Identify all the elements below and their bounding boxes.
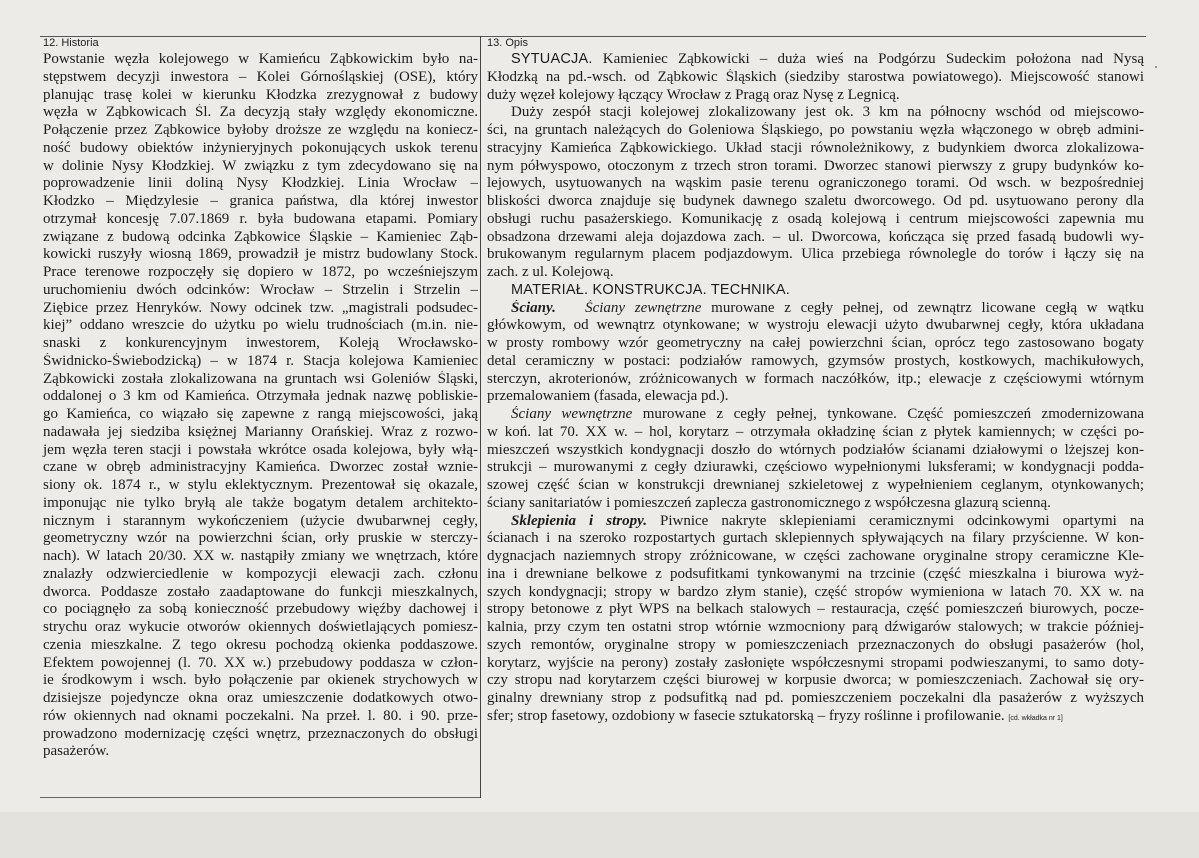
text-line: ina i drewniane belkowe z podsufitkami tynkowanymi na trzcinie (część mieszkalna i biurowa wyż- — [487, 565, 1144, 582]
text-line: ie środkowym i wsch. było połączenie par okienek strychowych w — [43, 672, 478, 689]
text-line: poprowadzenie linii doliną Nysy Kłodzkiej. Linia Wrocław – — [43, 175, 478, 192]
text-line: sfer; strop fasetowy, ozdobiony w fasecie sztukatorską – fryzy roślinne i profilowanie. [cd. wkładka nr 1] — [487, 707, 1063, 724]
text-line: w dolinie Nysy Kłodzkiej. W związku z tym zdecydowano się na — [43, 157, 478, 174]
sciany-zewnetrzne-label: Ściany zewnętrzne — [585, 299, 702, 316]
text-line: nadawała jej siedziba księżnej Marianny Orańskiej. Wraz z rozwo- — [43, 423, 478, 440]
section-opis — [485, 36, 1146, 728]
text-line: bliskości dworca znajduje się budynek dawnego szaletu dworcowego. Od pd. usytuowano perony dla — [487, 193, 1144, 209]
sytuacja-heading: SYTUACJA. — [511, 51, 593, 67]
sciany-wewnetrzne-label: Ściany wewnętrzne — [511, 406, 633, 422]
text-line: Ściany. Ściany zewnętrzne murowane z cegły pełnej, od zewnątrz licowane cegłą w wątku — [511, 299, 1144, 316]
text-line: obsługi ruchu pasażerskiego. Komunikację z osadą kolejową i centrum miejscowości zapewnia mu — [487, 210, 1144, 227]
text-line: Sklepienia i stropy. Piwnice nakryte sklepieniami ceramicznymi odcinkowymi opartymi na — [511, 512, 1144, 529]
text-line: sterczyn, akroterionów, zróżnicowanych w formach naczółków, itp.; elewacje z częściowymi wtórnym — [487, 370, 1144, 387]
text-line: czy stropu nad korytarzem części biurowej w korpusie dworca; w pomieszczeniach. Zachował się ory- — [487, 672, 1144, 689]
text-line: oddalonej o 3 km od Kamieńca. Otrzymała jednak nazwę pobliskie- — [43, 388, 478, 405]
text-line: go Kamieńca, co wiązało się zapewne z rangą miejscowości, jaką — [43, 406, 478, 422]
text-line: szowej część ścian w konstrukcji drewnianej szkieletowej z wypełnieniem ceglanym, otynkowanych; — [487, 477, 1144, 493]
text-line: ści, na gruntach należących do Goleniowa Śląskiego, po powstaniu węzła włączonego w obręb admini- — [487, 122, 1144, 138]
text-line: jem węzła teren stacji i powstała wkrótce osada kolejowa, były włą- — [43, 441, 478, 458]
text-line: w prosty rombowy wzór geometryczny na całej powierzchni ścian, oprócz tego zastosowano bogaty — [487, 335, 1144, 351]
section-historia — [41, 36, 478, 761]
text-line: ścianach i na szeroko rozpostartych gurtach sklepiennych spływających na filary przyścienne. W kon- — [487, 530, 1144, 547]
continuation-note: [cd. wkładka nr 1] — [1008, 714, 1063, 722]
text-line: obsadzona drzewami aleja dojazdowa zach. – ul. Dworcowa, kończąca się przed fasadą budowli wy- — [487, 228, 1144, 245]
material-heading: MATERIAŁ. KONSTRUKCJA. TECHNIKA. — [511, 281, 790, 298]
text-line: stracyjny Kamieńca Ząbkowickiego. Układ stacji równoleżnikowy, z budynkiem dworca zlokalizowa- — [487, 139, 1144, 156]
text-line: stropy betonowe z płyt WPS na belkach stalowych – restauracja, część pomieszczeń biurowych, pocze- — [487, 601, 1144, 618]
material-heading-line — [485, 282, 1144, 300]
column-divider — [480, 36, 481, 798]
bottom-rule — [40, 797, 480, 798]
section-label-opis: 13. Opis — [487, 37, 528, 49]
text-line: przemalowaniem (fasada, elewacja pd.). — [487, 388, 729, 405]
text-line: dworca. Poddasze zostało zaadaptowane do funkcji mieszkalnych, — [43, 583, 478, 600]
text-line: rów okiennych nad oknami poczekalni. Na przeł. l. 80. i 90. prze- — [43, 707, 478, 724]
text-line: w koń. lat 70. XX w. – hol, korytarz – otrzymała okładzinę ścian z płytek kamiennych; w części po- — [487, 423, 1144, 440]
text-line: brukowanym regularnym placem podjazdowym. Ulica przebiega równolegle do torów i łączy się na — [487, 246, 1144, 263]
text-line: Połączenie przez Ząbkowice byłoby droższe ze względu na koniecz- — [43, 122, 478, 138]
text-line: kowicki ruszyły wiosną 1869, prowadził je mistrz budowlany Stock. — [43, 246, 478, 263]
text-line: strychu oraz wykucie otworów okiennych doświetlających pomiesz- — [43, 619, 478, 635]
text-line: korytarz, wyjście na perony) zostały zasłonięte współczesnymi stropami podwieszanymi, to samo doty- — [487, 654, 1144, 671]
text-line: mieszczeń wszystkich kondygnacji doszło do wtórnych podziałów ścianami działowymi o lżejszej kon- — [487, 441, 1144, 458]
text-line: szych remontów, oryginalne stropy w pomieszczeniach przeznaczonych do obsługi pasażerów (hol, — [487, 636, 1144, 653]
text-line: Ziębice przez Henryków. Nowy odcinek tzw. „magistrali podsudec- — [43, 299, 478, 316]
text-line: otrzymał koncesję 7.07.1869 r. była budowana etapami. Pomiary — [43, 210, 478, 227]
text-line: dygnacjach naziemnych stropy zróżnicowane, w części zachowane oryginalne stropy ceramiczne Kle- — [487, 548, 1144, 564]
text-line: węzła w Ząbkowicach Śl. Za decyzją stały względy ekonomiczne. — [43, 104, 478, 121]
text-line: czane w obręb administracyjny Kamieńca. Dworzec został wznie- — [43, 459, 478, 476]
text-line: Prace terenowe rozpoczęły się dopiero w 1872, po wcześniejszym — [43, 264, 478, 280]
text-line: Kłodzką na pd.-wsch. od Ząbkowic Śląskich (siedziby starostwa powiatowego). Miejscowość stanowi — [487, 68, 1144, 85]
text-line: lejowych, usytuowanych na wąskim pasie terenu ograniczonego torami. Od wsch. w bezpośredniej — [487, 175, 1144, 192]
text-line: kiej” oddano wreszcie do użytku po wielu trudnościach (m.in. nie- — [43, 317, 478, 334]
text-line: Ząbkowicki została zlokalizowana na gruntach wsi Goleniów Śląski, — [43, 370, 478, 387]
text-line: prowadzono modernizację części wnętrz, przeznaczonych do obsługi — [43, 725, 478, 742]
text-line: ściany sanitariatów i pomieszczeń zaplecza gastronomicznego z współczesna glazurą scienną. — [487, 494, 1051, 511]
paragraph-stacja — [485, 104, 1146, 282]
text-line: dzisiejsze pojedyncze okna oraz umieszczenie dodatkowych otwo- — [43, 690, 478, 706]
section-label-historia: 12. Historia — [43, 37, 99, 49]
text-line: kalnia, przy czym ten ostatni strop wtórnie wzmocniony parą dźwigarów stalowych; w trakcie później- — [487, 619, 1144, 635]
text-line: czenia mieszkalne. Z tego okresu pochodzą okienka poddaszowe. — [43, 636, 478, 653]
scan-margin — [0, 812, 1199, 858]
text-line: co pociągnęło za sobą konieczność przebudowy więźby dachowej i — [43, 601, 478, 618]
text-line: planując trasę kolei w kierunku Kłodzka zrezygnował z budowy — [43, 86, 478, 103]
sklepienia-heading: Sklepienia i stropy. — [511, 512, 647, 529]
text-line: Świdnicko-Świebodzicką) – w 1874 r. Stacja kolejowa Kamieniec — [43, 352, 478, 369]
text-line: szych kondygnacji; stropy w bardzo złym stanie), część stropów wymieniona w latach 70. XX w. na — [487, 583, 1144, 600]
opis-text — [485, 51, 1146, 728]
text-line: Powstanie węzła kolejowego w Kamieńcu Ząbkowickim było na- — [43, 51, 478, 67]
text-line: nicznym i starannym wykończeniem (użycie dwubarwnej cegły, — [43, 512, 478, 529]
text-line: imponując nie tylko bryłą ale także bogatym detalem architekto- — [43, 494, 478, 511]
text-line: Ściany wewnętrzne murowane z cegły pełnej, tynkowane. Część pomieszczeń zmodernizowana — [511, 406, 1144, 422]
text-line: snaski z konkurencyjnym inwestorem, Koleją Wrocławsko- — [43, 335, 478, 351]
text-line: SYTUACJA. Kamieniec Ząbkowicki – duża wieś na Podgórzu Sudeckim położona nad Nysą — [511, 51, 1144, 67]
text-line: duży węzeł kolejowy łączący Wrocław z Pragą oraz Nysę z Legnicą. — [487, 86, 900, 103]
text-line: pasażerów. — [43, 743, 110, 760]
text-line: Duży zespół stacji kolejowej zlokalizowany jest ok. 3 km na północny wschód od miejscowo- — [511, 104, 1144, 121]
paragraph-sklepienia — [485, 530, 1146, 727]
scan-speck — [1155, 66, 1157, 68]
text-line: główkowym, od wewnątrz otynkowane; w wystroju elewacji użyto dwubarwnej cegły, która układana — [487, 317, 1144, 334]
paragraph-wewnetrzne — [485, 424, 1146, 513]
text-line: uruchomieniu dwóch odcinków: Wrocław – Strzelin i Strzelin – — [43, 281, 478, 298]
text-line: zach. z ul. Kolejową. — [487, 264, 614, 280]
sciany-heading: Ściany. — [511, 299, 556, 316]
text-line: znalazły odzwierciedlenie w kompozycji elewacji zach. członu — [43, 565, 478, 582]
text-line: nach). W latach 20/30. XX w. nastąpiły zmiany we wnętrzach, które — [43, 548, 478, 564]
text-line: Efektem powojennej (l. 70. XX w.) przebudowy poddasza w człon- — [43, 654, 478, 671]
text-line: nym półwyspowo, otoczonym z trzech stron torami. Dworzec stanowi pierwszy z grupy budynków ko- — [487, 157, 1144, 174]
text-line: geometryczny wzór na powierzchni ścian, orły pruskie w sterczy- — [43, 530, 478, 547]
historia-text — [41, 51, 478, 761]
paragraph-sciany — [485, 317, 1146, 406]
text-line: stępstwem decyzji inwestora – Kolei Górnośląskiej (OSE), który — [43, 68, 478, 85]
text-line: ność budowy obiektów inżynieryjnych pokonujących uskok terenu — [43, 139, 478, 156]
text-line: ginalny drewniany strop z podsufitką nad pd. pomieszczeniem poczekalni dla pasażerów z wyższych — [487, 690, 1144, 706]
text-line: strukcji – murowanymi z cegły dziurawki, częściowo wypełnionymi luksferami; w kondygnacji podda- — [487, 459, 1144, 476]
text-line: siony ok. 1874 r., w stylu eklektycznym. Prezentował się okazale, — [43, 477, 478, 493]
text-line: Kłodzko – Międzylesie – granica państwa, dla której inwestor — [43, 193, 478, 209]
text-line: detal ceramiczny w postaci: podziałów ramowych, gzymsów prostych, kostkowych, machikułowych, — [487, 352, 1144, 369]
text-line: związane z budową odcinka Ząbkowice Śląskie – Kamieniec Ząb- — [43, 228, 478, 245]
